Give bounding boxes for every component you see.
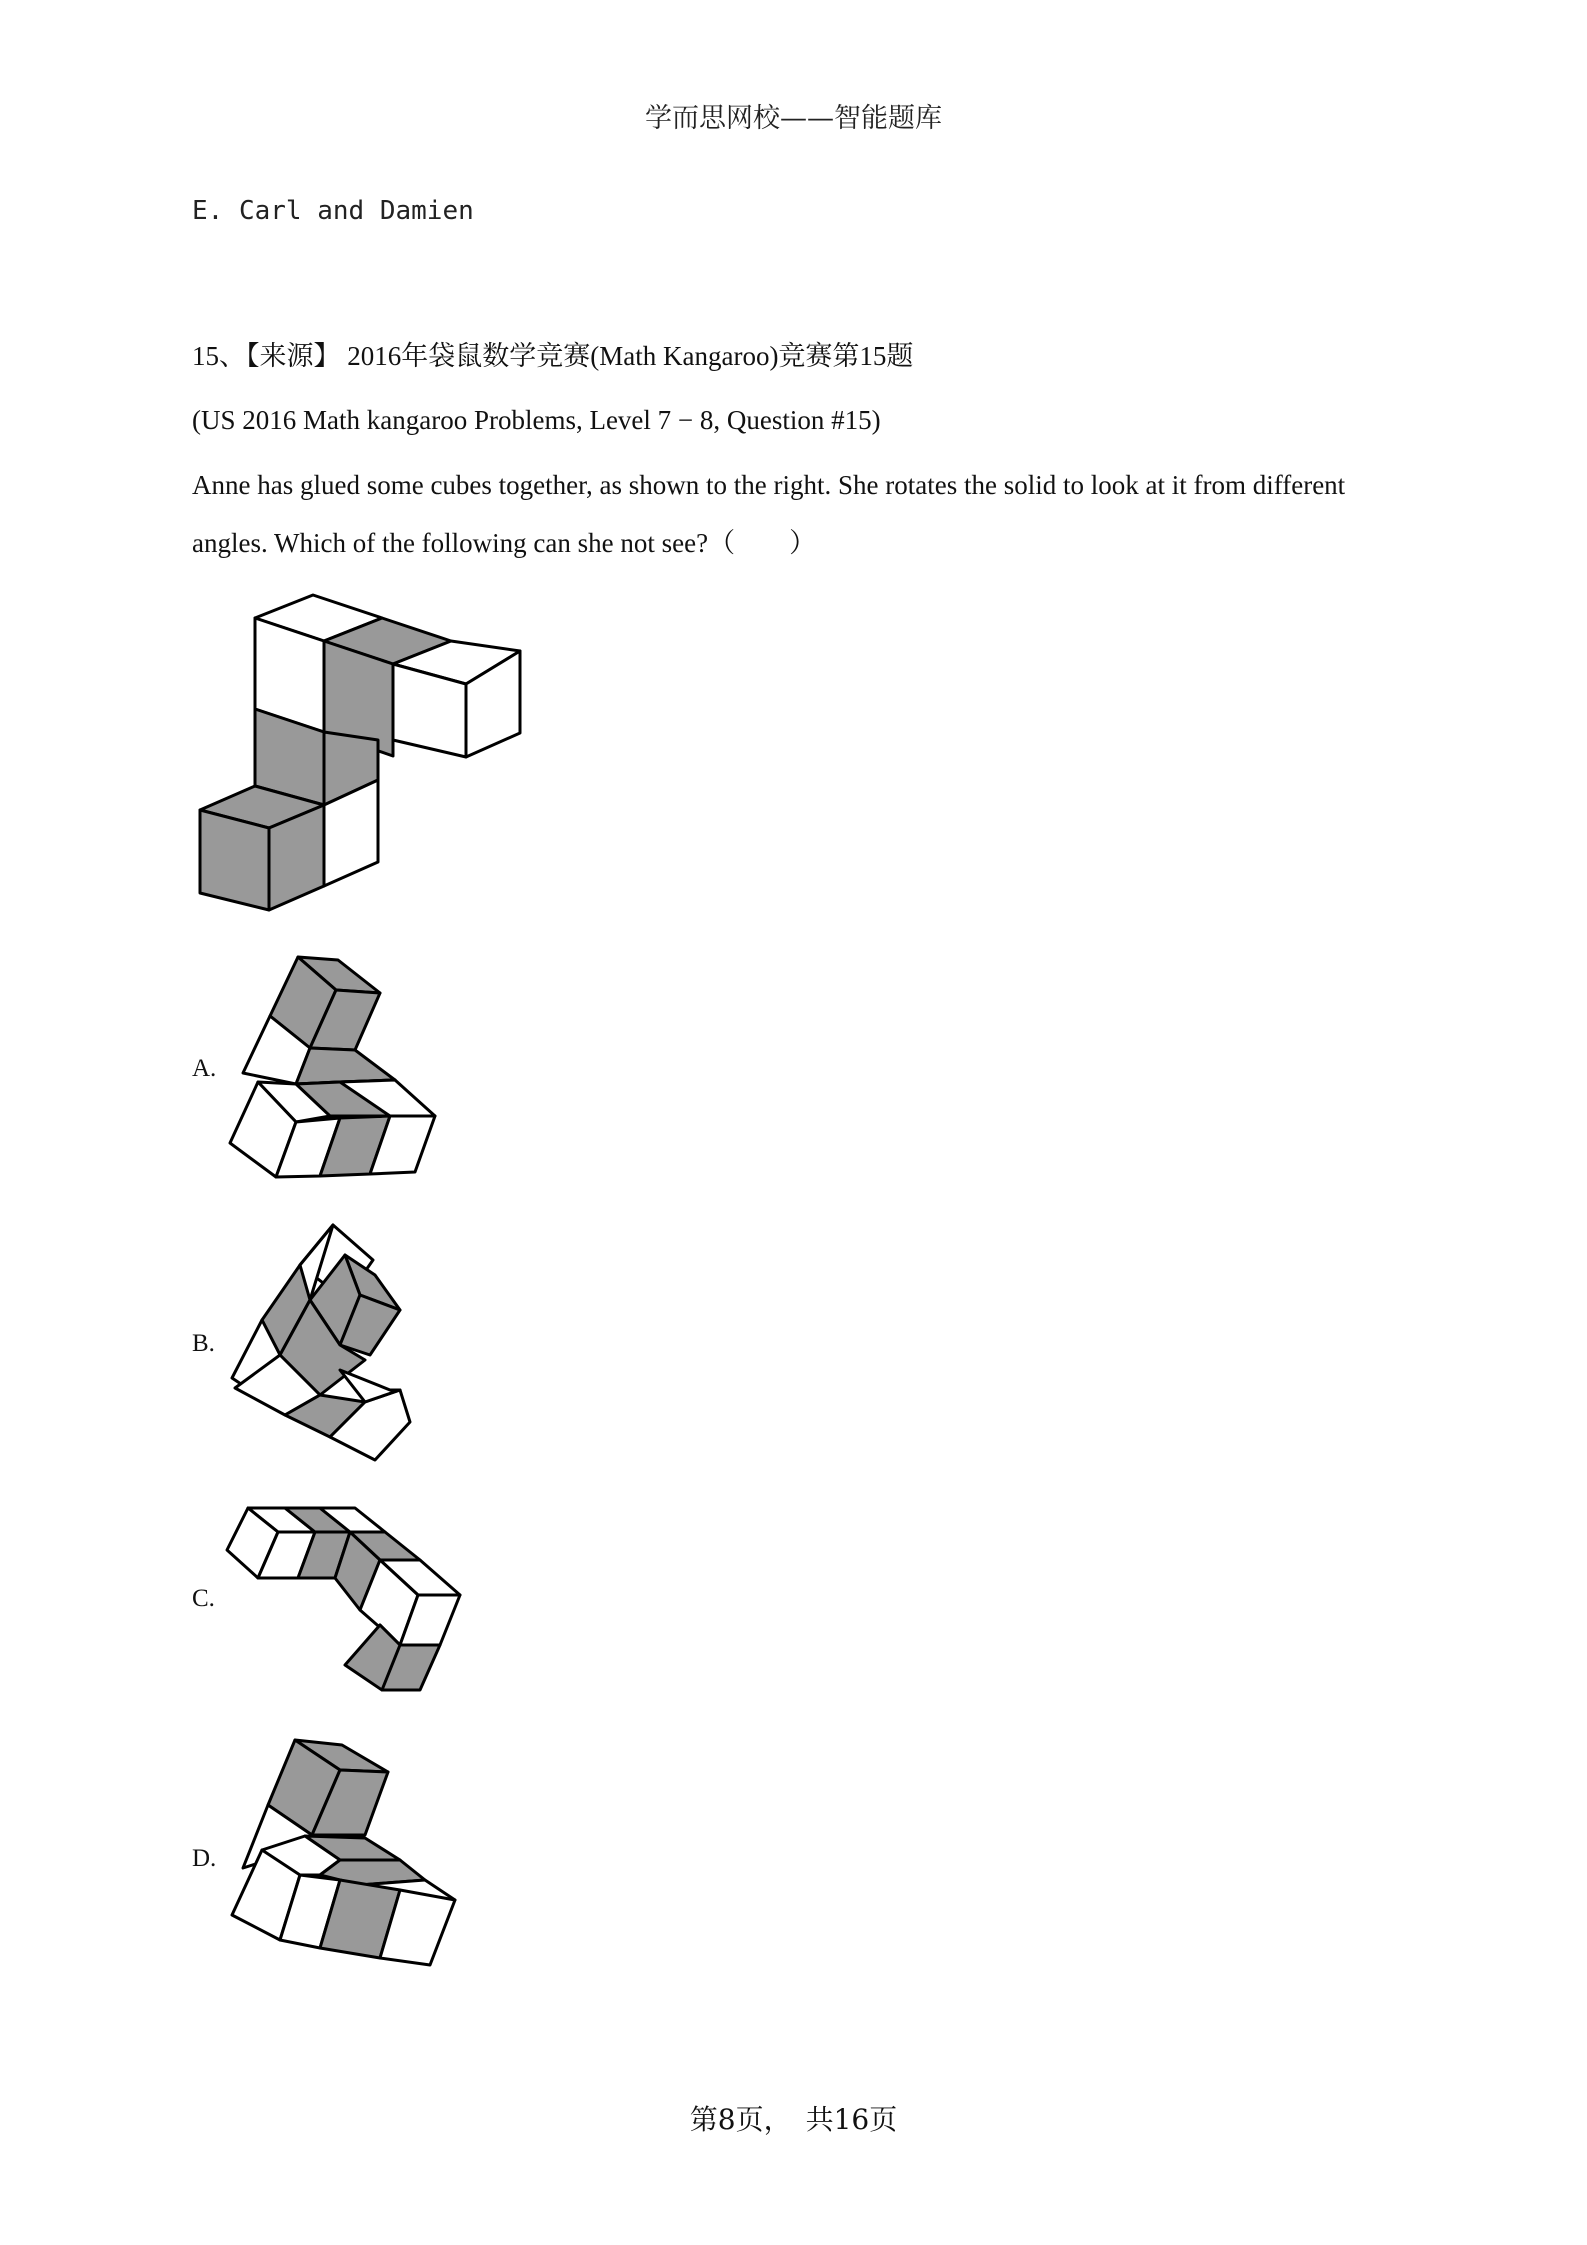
option-b-label[interactable]: B. <box>192 1330 215 1357</box>
option-d-figure[interactable] <box>225 1730 465 1975</box>
previous-option-e: E. Carl and Damien <box>192 196 474 226</box>
option-d-label[interactable]: D. <box>192 1845 217 1872</box>
option-a-figure[interactable] <box>225 950 445 1180</box>
question-text-line1: Anne has glued some cubes together, as shown to the right. She rotates the solid to look at it from different <box>192 470 1346 500</box>
page-header: 学而思网校——智能题库 <box>645 103 942 134</box>
option-a-label[interactable]: A. <box>192 1055 217 1082</box>
question-reference: (US 2016 Math kangaroo Problems, Level 7 − 8, Question #15) <box>192 405 881 435</box>
question-text-line2: angles. Which of the following can she not see?（ ） <box>192 528 817 558</box>
page-footer: 第8页， 共16页 <box>689 2103 898 2136</box>
question-source: 15、【来源】 2016年袋鼠数学竞赛(Math Kangaroo)竞赛第15题 <box>192 341 914 371</box>
option-b-figure[interactable] <box>220 1220 420 1470</box>
option-c-figure[interactable] <box>220 1500 470 1700</box>
option-c-label[interactable]: C. <box>192 1585 215 1612</box>
main-solid-figure <box>190 590 530 920</box>
